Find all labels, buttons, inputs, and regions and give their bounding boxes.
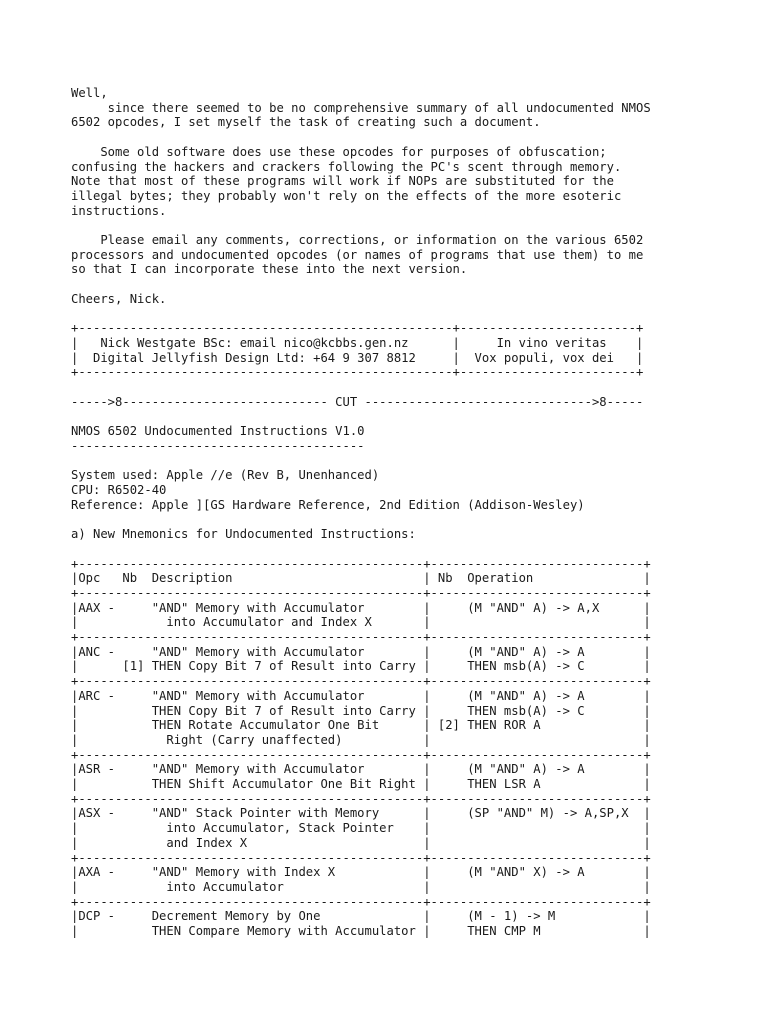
document-page [71, 86, 751, 939]
document-text: Well, since there seemed to be no comprehensive summary of all undocumented NMOS 6502 opcodes, I set myself the task of creating such a document. Some old software does use these opcodes for purposes of obfuscation; confusing the hackers and crackers following the PC's scent through memory. Note that most of these programs will work if NOPs are substituted for the illegal bytes; they probably won't rely on the effects of the more esoteric instructions. Please email any comments, corrections, or information on the various 6502 processors and undocumented opcodes (or names of programs that use them) to me so that I can incorporate these into the next version. Cheers, Nick. +---------------------------------------------------+------------------------+ | Nick Westgate BSc: email nico@kcbbs.gen.nz | In vino veritas | | Digital Jellyfish Design Ltd: +64 9 307 8812 | Vox populi, vox dei | +---------------------------------------------------+------------------------+ ----->8---------------------------- CUT ------------------------------->8----- NMOS 6502 Undocumented Instructions V1.0 ---------------------------------------- System used: Apple //e (Rev B, Unenhanced) CPU: R6502-40 Reference: Apple ][GS Hardware Reference, 2nd Edition (Addison-Wesley) a) New Mnemonics for Undocumented Instructions: +-----------------------------------------------+-----------------------------+ |Opc Nb Description | Nb Operation | +-----------------------------------------------+-----------------------------+ |AAX - "AND" Memory with Accumulator | (M "AND" A) -> A,X | | into Accumulator and Index X | | +-----------------------------------------------+-----------------------------+ |ANC - "AND" Memory with Accumulator | (M "AND" A) -> A | | [1] THEN Copy Bit 7 of Result into Carry | THEN msb(A) -> C | +-----------------------------------------------+-----------------------------+ |ARC - "AND" Memory with Accumulator | (M "AND" A) -> A | | THEN Copy Bit 7 of Result into Carry | THEN msb(A) -> C | | THEN Rotate Accumulator One Bit | [2] THEN ROR A | | Right (Carry unaffected) | | +-----------------------------------------------+-----------------------------+ |ASR - "AND" Memory with Accumulator | (M "AND" A) -> A | | THEN Shift Accumulator One Bit Right | THEN LSR A | +-----------------------------------------------+-----------------------------+ |ASX - "AND" Stack Pointer with Memory | (SP "AND" M) -> A,SP,X | | into Accumulator, Stack Pointer | | | and Index X | | +-----------------------------------------------+-----------------------------+ |AXA - "AND" Memory with Index X | (M "AND" X) -> A | | into Accumulator | | +-----------------------------------------------+-----------------------------+ |DCP - Decrement Memory by One | (M - 1) -> M | | THEN Compare Memory with Accumulator | THEN CMP M | [71, 86, 651, 939]
